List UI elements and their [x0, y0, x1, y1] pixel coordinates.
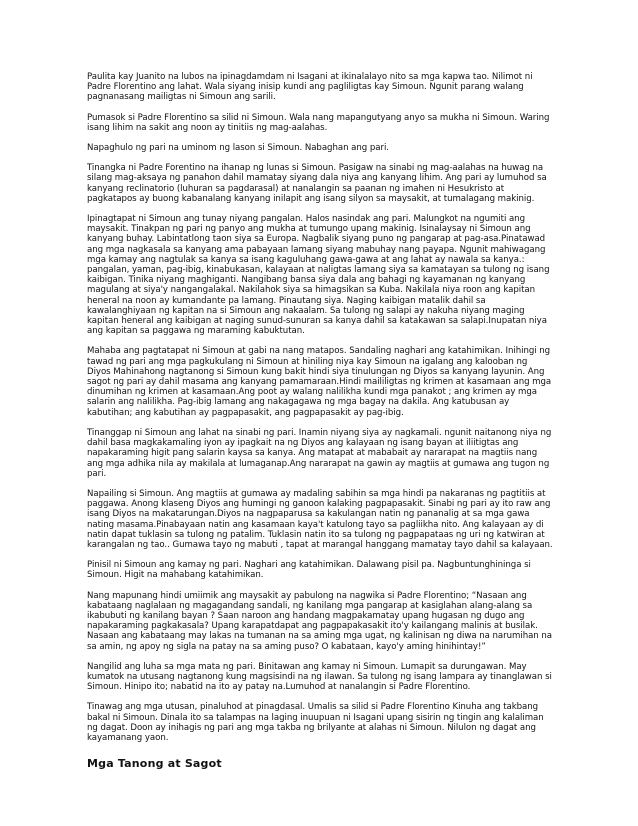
- paragraph-1: Paulita kay Juanito na lubos na ipinagdamdam ni Isagani at ikinalalayo nito sa mga kapwa tao. Nilimot ni Padre Florentino ang lahat. Wala siyang inisip kundi ang pagliligtas kay Simoun. Ngunit parang walang pagnanasang mailigtas ni Simoun ang sarili.: [87, 72, 533, 103]
- document-page: [87, 72, 553, 770]
- paragraph-5: Ipinagtapat ni Simoun ang tunay niyang pangalan. Halos nasindak ang pari. Malungkot na ngumiti ang maysakit. Tinakpan ng pari ng panyo ang mukha at tumungo upang makinig. Isinalaysay ni Simoun ang kanyang buhay. Labintatlong taon siya sa Europa. Nagbalik siyang puno ng pangarap at pag-asa.Pinatawad ang mga nagkasala sa kanyang ama pabayaan lamang siyang mabuhay nang payapa. Ngunit mahiwagang mga kamay ang nagtulak sa kanya sa isang kaguluhang gawa-gawa at ang lahat ay nawala sa kanya.: pangalan, yaman, pag-ibig, kinabukasan, kalayaan at naligtas lamang siya sa kamatayan sa tulong ng isang kaibigan. Tinika niyang maghiganti. Nangibang bansa siya dala ang bahagi ng kayamanan ng kanyang magulang at siya'y nangangalakal. Nakilahok siya sa himagsikan sa Kuba. Nakilala niya roon ang kapitan heneral na noon ay kumandante pa lamang. Pinautang siya. Naging kaibigan matalik dahil sa kawalanghiyaan ng kapitan na si Simoun ang nakaalam. Sa tulong ng salapi ay nakuha niyang maging kapitan heneral ang kaibigan at naging sunud-sunuran sa kanya dahil sa katakawan sa salapi.Inupatan niya ang kapitan sa paggawa ng maraming kabuktutan.: [87, 214, 550, 337]
- paragraph-2: Pumasok si Padre Florentino sa silid ni Simoun. Wala nang mapangutyang anyo sa mukha ni Simoun. Waring isang lihim na sakit ang noon ay tinitiis ng mag-aalahas.: [87, 112, 550, 133]
- paragraph-6: Mahaba ang pagtatapat ni Simoun at gabi na nang matapos. Sandaling naghari ang katahimikan. Inihingi ng tawad ng pari ang mga pagkukulang ni Simoun at hiniling niya kay Simoun na igalang ang kalooban ng Diyos Mahinahong nagtanong si Simoun kung bakit hindi siya tinulungan ng Diyos sa kanyang layunin. Ang sagot ng pari ay dahil masama ang kanyang pamamaraan.Hindi maililigtas ng krimen at kasamaan ang mga dinumihan ng krimen at kasamaan.Ang poot ay walang nalilikha kundi mga panakot ; ang krimen ay mga salarin ang nalilikha. Pag-ibig lamang ang nakagagawa ng mga bagay na dakila. Ang katubusan ay kabutihan; ang kabutihan ay pagpapasakit, ang pagpapasakit ay pag-ibig.: [87, 346, 552, 418]
- paragraph-4: Tinangka ni Padre Forentino na ihanap ng lunas si Simoun. Pasigaw na sinabi ng mag-aalahas na huwag na silang mag-aksaya ng panahon dahil mamatay siyang dala niya ang kanyang lihim. Ang pari ay lumuhod sa kanyang reclinatorio (luhuran sa pagdarasal) at nanalangin sa paanan ng imahen ni Hesukristo at pagkatapos ay buong kabanalang kanyang inilapit ang isang silyon sa maysakit, at tumalagang makinig.: [87, 163, 547, 204]
- section-heading: Mga Tanong at Sagot: [87, 757, 222, 771]
- paragraph-3: Napaghulo ng pari na uminom ng lason si Simoun. Nabaghan ang pari.: [87, 143, 389, 154]
- paragraph-9: Pinisil ni Simoun ang kamay ng pari. Naghari ang katahimikan. Dalawang pisil pa. Nagbuntunghininga si Simoun. Higit na mahabang katahimikan.: [87, 560, 531, 581]
- paragraph-12: Tinawag ang mga utusan, pinaluhod at pinagdasal. Umalis sa silid si Padre Florentino Kinuha ang takbang bakal ni Simoun. Dinala ito sa talampas na laging inuupuan ni Isagani upang sisirin ng tingin ang kalaliman ng dagat. Doon ay inihagis ng pari ang mga takba ng brilyante at alahas ni Simoun. Nilulon ng dagat ang kayamanang yaon.: [87, 702, 544, 743]
- paragraph-10: Nang mapunang hindi umiimik ang maysakit ay pabulong na nagwika si Padre Florentino; “Nasaan ang kabataang naglalaan ng magagandang sandali, ng kanilang mga pangarap at kasiglahan alang-alang sa ikabubuti ng kanilang bayan ? Saan naroon ang handang magpakamatay upang hugasan ng dugo ang napakaraming pagkakasala? Upang karapatdapat ang pagpapakasakit ito'y kailangang malinis at busilak. Nasaan ang kabataang may lakas na tumanan na sa aming mga ugat, ng kalinisan ng diwa na narumihan na sa amin, ng apoy ng sigla na patay na sa aming puso? O kabataan, kayo'y aming hinihintay!”: [87, 590, 552, 652]
- paragraph-11: Nangilid ang luha sa mga mata ng pari. Binitawan ang kamay ni Simoun. Lumapit sa durungawan. May kumatok na utusang nagtanong kung magsisindi na ng ilawan. Sa tulong ng isang lampara ay tinanglawan si Simoun. Hinipo ito; nabatid na ito ay patay na.Lumuhod at nanalangin si Padre Florentino.: [87, 661, 552, 693]
- paragraph-8: Napailing si Simoun. Ang magtiis at gumawa ay madaling sabihin sa mga hindi pa nakaranas ng pagtitiis at paggawa. Anong klaseng Diyos ang humingi ng ganoon kalaking pagpapasakit. Sinabi ng pari ay ito raw ang isang Diyos na makatarungan.Diyos na nagpaparusa sa kakulangan natin ng pananalig at sa mga gawa nating masama.Pinabayaan natin ang kasamaan kaya't katulong tayo sa pagliikha nito. Ang kalayaan ay di natin dapat tuklasin sa tulong ng patalim. Tuklasin natin ito sa tulong ng pagpapataas ng uri ng katwiran at karangalan ng tao.. Gumawa tayo ng mabuti , tapat at marangal hanggang mamatay tayo dahil sa kalayaan.: [87, 488, 553, 550]
- paragraph-7: Tinanggap ni Simoun ang lahat na sinabi ng pari. Inamin niyang siya ay nagkamali. ngunit naitanong niya ng dahil basa magkakamaling iyon ay ipagkait na ng Diyos ang kalayaan ng isang bayan at iliitigtas ang napakaraming higit pang salarin kaysa sa kanya. Ang matapat at mababait ay nararapat na magtiis nang ang mga adhika nila ay makilala at lumaganap.Ang nararapat na gawin ay magtiis at gumawa ang tugon ng pari.: [87, 427, 552, 479]
